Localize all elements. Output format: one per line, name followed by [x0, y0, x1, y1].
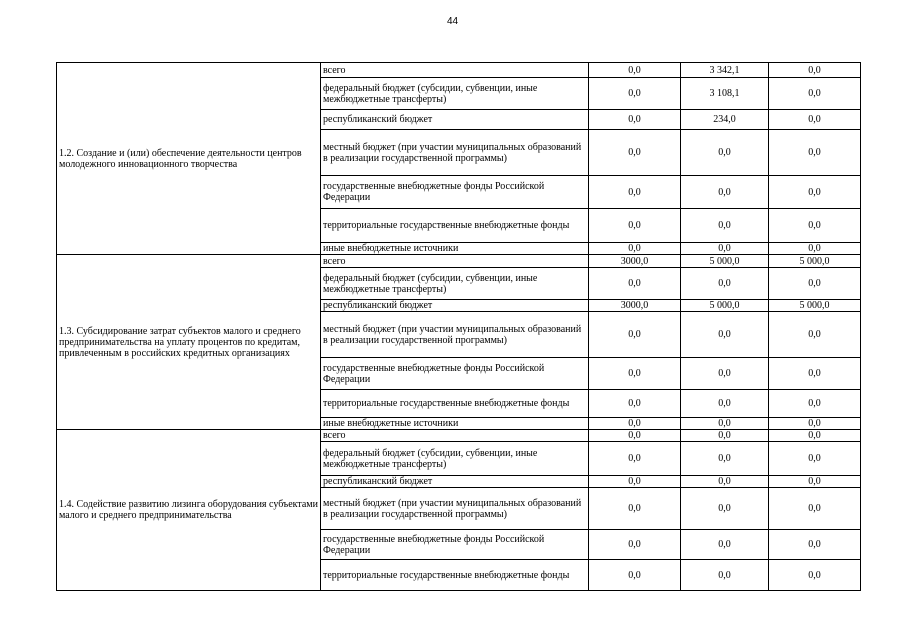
source-cell: всего	[321, 430, 589, 442]
value-cell: 0,0	[681, 209, 769, 243]
source-cell: республиканский бюджет	[321, 300, 589, 312]
value-cell: 0,0	[769, 176, 861, 209]
value-cell: 0,0	[589, 390, 681, 418]
value-cell: 234,0	[681, 110, 769, 130]
value-cell: 0,0	[769, 358, 861, 390]
value-cell: 0,0	[681, 442, 769, 476]
value-cell: 0,0	[769, 312, 861, 358]
source-cell: федеральный бюджет (субсидии, субвенции, иные межбюджетные трансферты)	[321, 442, 589, 476]
value-cell: 0,0	[681, 312, 769, 358]
value-cell: 0,0	[681, 418, 769, 430]
value-cell: 0,0	[769, 476, 861, 488]
value-cell: 0,0	[769, 430, 861, 442]
event-name-cell: 1.4. Содействие развитию лизинга оборудования субъектами малого и среднего предпринимательства	[57, 430, 321, 591]
value-cell: 5 000,0	[681, 255, 769, 268]
value-cell: 3 342,1	[681, 63, 769, 78]
source-cell: всего	[321, 255, 589, 268]
source-cell: иные внебюджетные источники	[321, 418, 589, 430]
source-cell: территориальные государственные внебюджетные фонды	[321, 390, 589, 418]
event-name-cell: 1.3. Субсидирование затрат субъектов малого и среднего предпринимательства на уплату процентов по кредитам, привлеченным в российских кредитных организациях	[57, 255, 321, 430]
source-cell: государственные внебюджетные фонды Российской Федерации	[321, 358, 589, 390]
event-name-cell: 1.2. Создание и (или) обеспечение деятельности центров молодежного инновационного творчества	[57, 63, 321, 255]
value-cell: 0,0	[769, 560, 861, 591]
value-cell: 0,0	[589, 430, 681, 442]
source-cell: республиканский бюджет	[321, 476, 589, 488]
value-cell: 0,0	[589, 442, 681, 476]
value-cell: 0,0	[769, 530, 861, 560]
value-cell: 0,0	[589, 358, 681, 390]
value-cell: 0,0	[769, 243, 861, 255]
value-cell: 0,0	[681, 268, 769, 300]
table-row	[57, 255, 861, 268]
value-cell: 0,0	[681, 560, 769, 591]
value-cell: 0,0	[681, 130, 769, 176]
source-cell: местный бюджет (при участии муниципальных образований в реализации государственной программы)	[321, 312, 589, 358]
value-cell: 0,0	[589, 209, 681, 243]
value-cell: 0,0	[589, 243, 681, 255]
source-cell: республиканский бюджет	[321, 110, 589, 130]
value-cell: 3000,0	[589, 255, 681, 268]
value-cell: 0,0	[589, 488, 681, 530]
value-cell: 0,0	[681, 476, 769, 488]
value-cell: 0,0	[589, 110, 681, 130]
source-cell: государственные внебюджетные фонды Российской Федерации	[321, 530, 589, 560]
value-cell: 0,0	[769, 209, 861, 243]
source-cell: федеральный бюджет (субсидии, субвенции, иные межбюджетные трансферты)	[321, 268, 589, 300]
value-cell: 5 000,0	[769, 300, 861, 312]
source-cell: территориальные государственные внебюджетные фонды	[321, 560, 589, 591]
value-cell: 0,0	[681, 488, 769, 530]
value-cell: 0,0	[589, 312, 681, 358]
value-cell: 0,0	[681, 530, 769, 560]
value-cell: 0,0	[681, 243, 769, 255]
source-cell: федеральный бюджет (субсидии, субвенции, иные межбюджетные трансферты)	[321, 78, 589, 110]
value-cell: 0,0	[681, 176, 769, 209]
value-cell: 3000,0	[589, 300, 681, 312]
value-cell: 0,0	[589, 78, 681, 110]
value-cell: 0,0	[769, 78, 861, 110]
value-cell: 0,0	[589, 418, 681, 430]
source-cell: государственные внебюджетные фонды Российской Федерации	[321, 176, 589, 209]
value-cell: 0,0	[769, 130, 861, 176]
page-number: 44	[446, 16, 459, 27]
value-cell: 5 000,0	[681, 300, 769, 312]
source-cell: местный бюджет (при участии муниципальных образований в реализации государственной программы)	[321, 488, 589, 530]
value-cell: 0,0	[681, 358, 769, 390]
value-cell: 0,0	[769, 418, 861, 430]
value-cell: 0,0	[589, 63, 681, 78]
source-cell: территориальные государственные внебюджетные фонды	[321, 209, 589, 243]
value-cell: 0,0	[589, 476, 681, 488]
value-cell: 0,0	[769, 110, 861, 130]
value-cell: 0,0	[589, 176, 681, 209]
value-cell: 0,0	[681, 390, 769, 418]
value-cell: 0,0	[769, 268, 861, 300]
value-cell: 0,0	[769, 63, 861, 78]
value-cell: 5 000,0	[769, 255, 861, 268]
budget-table	[56, 62, 861, 591]
value-cell: 0,0	[589, 130, 681, 176]
value-cell: 0,0	[681, 430, 769, 442]
value-cell: 0,0	[589, 268, 681, 300]
source-cell: местный бюджет (при участии муниципальных образований в реализации государственной программы)	[321, 130, 589, 176]
value-cell: 0,0	[589, 530, 681, 560]
value-cell: 0,0	[589, 560, 681, 591]
table-row	[57, 430, 861, 442]
table-row	[57, 63, 861, 78]
value-cell: 0,0	[769, 390, 861, 418]
value-cell: 3 108,1	[681, 78, 769, 110]
value-cell: 0,0	[769, 442, 861, 476]
value-cell: 0,0	[769, 488, 861, 530]
source-cell: всего	[321, 63, 589, 78]
source-cell: иные внебюджетные источники	[321, 243, 589, 255]
